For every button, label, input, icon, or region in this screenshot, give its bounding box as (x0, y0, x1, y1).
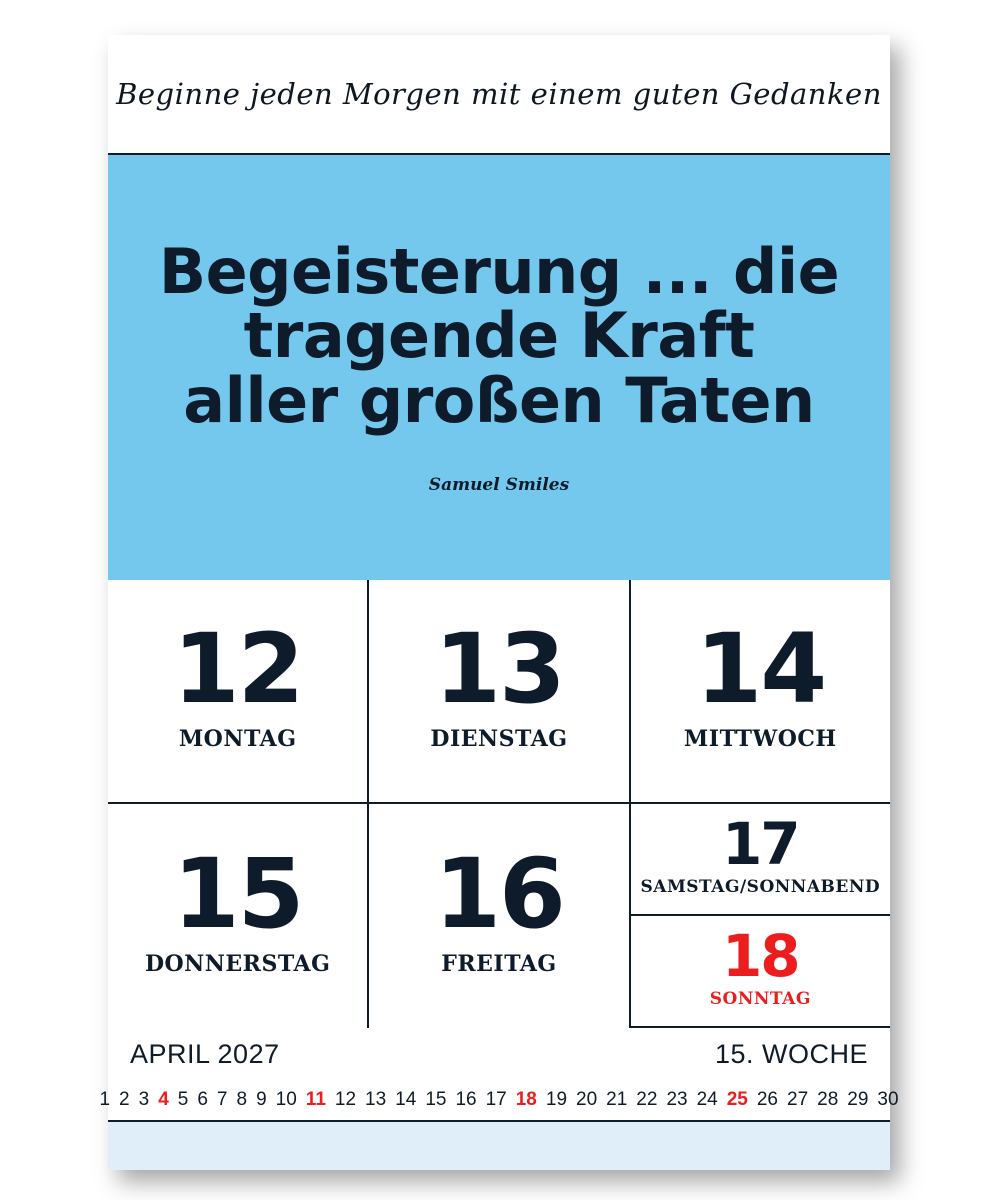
day-cell-wednesday (631, 580, 890, 804)
day-number: 14 (695, 613, 826, 726)
quote-panel (108, 155, 890, 580)
day-cell-friday (369, 804, 630, 1028)
day-number: 12 (172, 613, 303, 726)
day-name: MONTAG (178, 725, 297, 752)
days-grid (108, 580, 890, 1028)
month-day-number: 30 (877, 1089, 899, 1110)
day-cell-saturday (631, 804, 890, 916)
month-day-number: 8 (236, 1089, 248, 1110)
month-day-number: 16 (455, 1089, 477, 1110)
day-number: 18 (721, 922, 799, 991)
month-day-number: 15 (425, 1089, 447, 1110)
month-day-number: 1 (99, 1089, 111, 1110)
quote-line-3: aller großen Taten (183, 363, 815, 437)
month-day-number: 5 (177, 1089, 189, 1110)
month-day-number: 3 (138, 1089, 150, 1110)
day-number: 15 (172, 838, 303, 951)
month-day-strip (99, 1080, 899, 1122)
month-day-number: 20 (576, 1089, 598, 1110)
month-label: APRIL 2027 (130, 1038, 280, 1069)
motto-band (108, 35, 890, 155)
day-number: 17 (721, 810, 799, 879)
month-day-number: 29 (847, 1089, 869, 1110)
day-name: DIENSTAG (430, 725, 568, 752)
month-day-number: 22 (636, 1089, 658, 1110)
month-day-number: 23 (666, 1089, 688, 1110)
month-day-number: 2 (119, 1089, 130, 1110)
day-name: FREITAG (441, 950, 557, 977)
quote-author: Samuel Smiles (428, 475, 570, 496)
day-cell-tuesday (369, 580, 630, 804)
month-day-number: 25 (726, 1089, 748, 1110)
weekend-column (631, 804, 890, 1028)
month-day-number: 19 (545, 1089, 568, 1110)
day-name: DONNERSTAG (144, 950, 331, 977)
day-name: SAMSTAG/SONNABEND (640, 876, 881, 897)
day-cell-monday (108, 580, 369, 804)
week-label: 15. WOCHE (714, 1038, 868, 1069)
month-day-number: 10 (275, 1089, 297, 1110)
month-day-number: 12 (334, 1089, 357, 1110)
month-day-number: 14 (395, 1089, 417, 1110)
quote-text (158, 234, 840, 437)
month-day-number: 17 (485, 1089, 507, 1110)
month-day-number: 13 (365, 1089, 387, 1110)
month-day-number: 24 (696, 1089, 718, 1110)
month-bar (108, 1028, 890, 1080)
quote-line-2: tragende Kraft (243, 299, 755, 373)
month-day-number: 4 (158, 1089, 169, 1110)
month-day-number: 11 (305, 1089, 326, 1110)
day-cell-sunday (631, 916, 890, 1026)
day-name: SONNTAG (709, 988, 811, 1009)
month-day-number: 27 (787, 1089, 809, 1110)
month-day-number: 9 (256, 1089, 267, 1110)
month-day-number: 18 (515, 1089, 537, 1110)
days-row-top (108, 580, 890, 804)
calendar-sheet (99, 35, 899, 1170)
day-cell-thursday (108, 804, 369, 1028)
month-day-number: 28 (817, 1089, 839, 1110)
month-day-number: 7 (216, 1089, 228, 1110)
quote-line-1: Begeisterung ... die (158, 234, 840, 308)
day-number: 13 (434, 613, 564, 726)
bottom-strip (108, 1122, 890, 1170)
month-day-number: 21 (606, 1089, 628, 1110)
days-row-bottom (108, 804, 890, 1028)
motto-text: Beginne jeden Morgen mit einem guten Gedanken (116, 77, 882, 111)
month-day-number: 26 (756, 1089, 778, 1110)
day-name: MITTWOCH (683, 725, 837, 752)
day-number: 16 (434, 838, 564, 951)
month-day-number: 6 (197, 1089, 208, 1110)
